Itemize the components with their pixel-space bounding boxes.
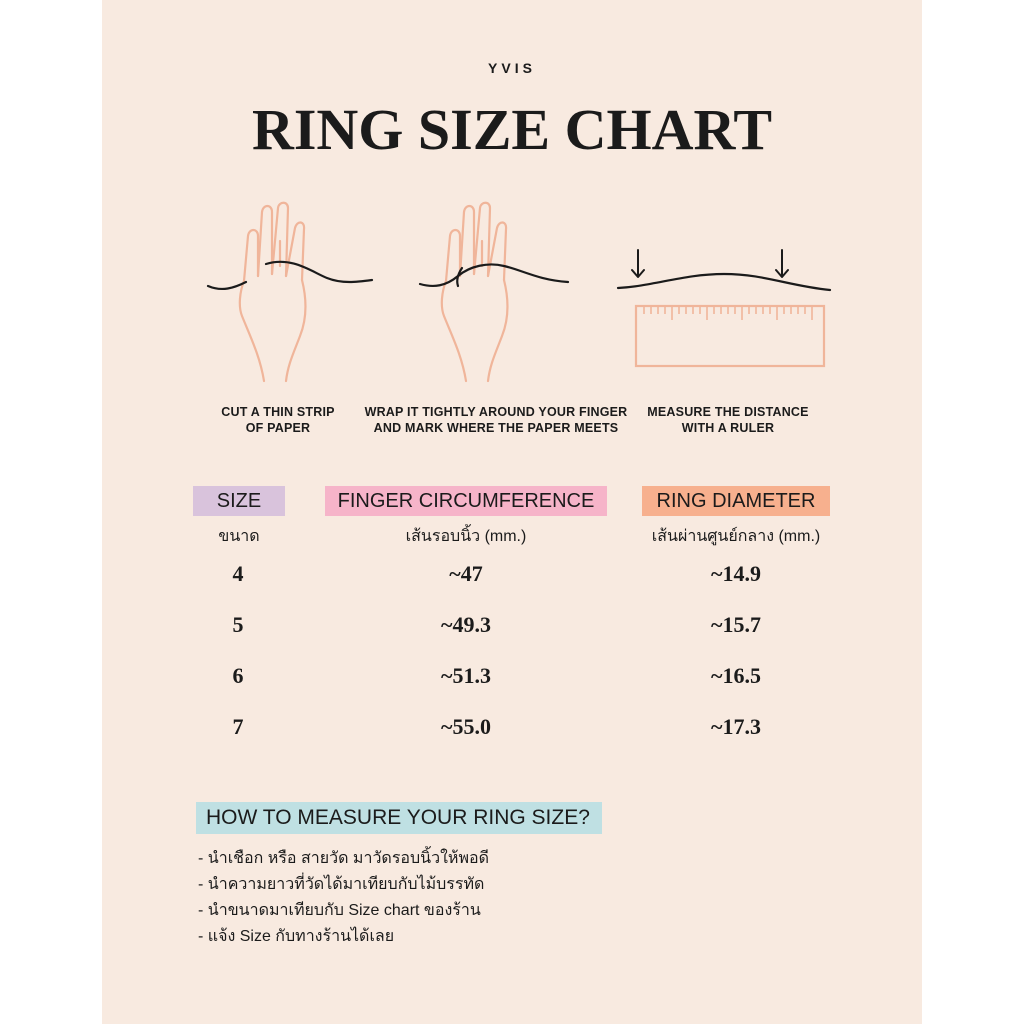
circumference-subheader: เส้นรอบนิ้ว (mm.): [405, 528, 527, 545]
list-item: - นำขนาดมาเทียบกับ Size chart ของร้าน: [198, 898, 489, 924]
diameter-cell: ~15.7: [711, 612, 761, 637]
brand-logo: YVIS: [488, 60, 536, 76]
size-cell: 7: [232, 714, 244, 739]
ring-size-chart-page: [102, 0, 922, 1024]
size-cell: 4: [232, 561, 244, 586]
diameter-cell: ~16.5: [711, 663, 761, 688]
size-cell: 6: [232, 663, 244, 688]
size-subheader: ขนาด: [218, 528, 260, 545]
circumference-header: FINGER CIRCUMFERENCE: [325, 486, 607, 516]
howto-heading: HOW TO MEASURE YOUR RING SIZE?: [196, 802, 602, 834]
howto-steps: [198, 846, 489, 950]
step-caption-1: CUT A THIN STRIP OF PAPER: [221, 405, 335, 435]
size-cell: 5: [232, 612, 244, 637]
circumference-cell: ~47: [449, 561, 483, 586]
diameter-cell: ~17.3: [711, 714, 761, 739]
step-caption-3: MEASURE THE DISTANCE WITH A RULER: [647, 405, 809, 435]
ruler-icon: [614, 246, 834, 372]
diameter-cell: ~14.9: [711, 561, 761, 586]
circumference-cell: ~49.3: [441, 612, 491, 637]
diameter-subheader: เส้นผ่านศูนย์กลาง (mm.): [651, 528, 821, 545]
size-header: SIZE: [193, 486, 285, 516]
list-item: - นำเชือก หรือ สายวัด มาวัดรอบนิ้วให้พอดี: [198, 846, 489, 872]
circumference-cell: ~55.0: [441, 714, 491, 739]
circumference-cell: ~51.3: [441, 663, 491, 688]
list-item: - นำความยาวที่วัดได้มาเทียบกับไม้บรรทัด: [198, 872, 489, 898]
page-title: RING SIZE CHART: [251, 97, 773, 162]
hand-icon: [202, 196, 382, 386]
diameter-header: RING DIAMETER: [642, 486, 830, 516]
list-item: - แจ้ง Size กับทางร้านได้เลย: [198, 924, 489, 950]
arrow-down-icon: [632, 250, 788, 277]
step-caption-2: WRAP IT TIGHTLY AROUND YOUR FINGER AND MARK WHERE THE PAPER MEETS: [364, 405, 628, 435]
hand-wrap-icon: [418, 196, 578, 386]
